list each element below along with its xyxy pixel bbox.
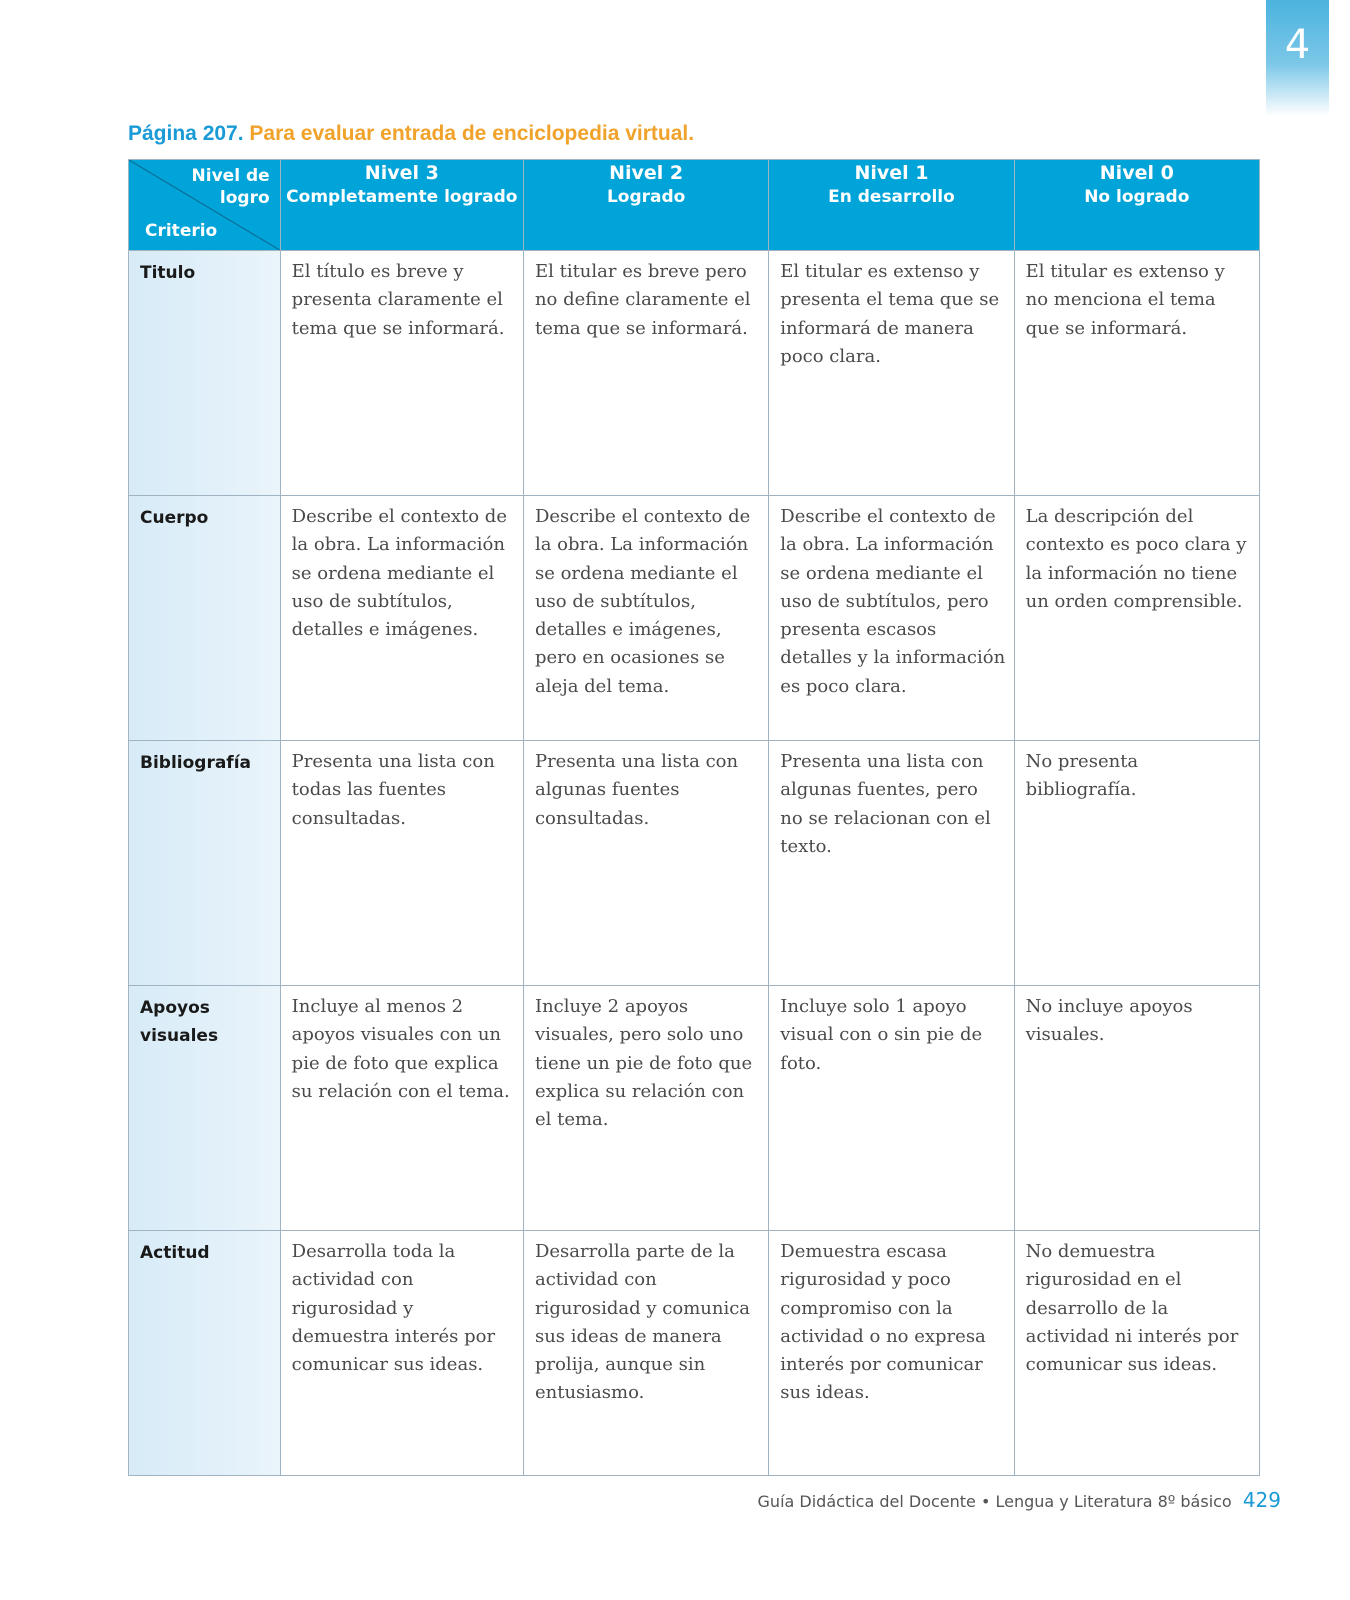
level-header xyxy=(523,160,768,251)
level-name: Nivel 0 xyxy=(1099,162,1174,184)
level-name: Nivel 3 xyxy=(364,162,439,184)
table-cell: Describe el contexto de la obra. La información se ordena mediante el uso de subtítulos, detalles e imágenes. xyxy=(280,496,523,741)
table-cell: Demuestra escasa rigurosidad y poco compromiso con la actividad o no expresa interés por comunicar sus ideas. xyxy=(769,1231,1014,1476)
table-cell: Incluye solo 1 apoyo visual con o sin pie de foto. xyxy=(769,986,1014,1231)
level-name: Nivel 2 xyxy=(609,162,684,184)
chapter-tab: 4 xyxy=(1266,0,1329,116)
corner-criterion-label: Criterio xyxy=(145,221,218,241)
footer-text: Guía Didáctica del Docente • Lengua y Literatura 8º básico xyxy=(757,1492,1232,1511)
corner-level-label: Nivel de logro xyxy=(191,166,270,208)
heading-title: Para evaluar entrada de enciclopedia virtual. xyxy=(249,122,695,145)
level-description: En desarrollo xyxy=(828,187,955,207)
level-description: No logrado xyxy=(1084,187,1190,207)
table-cell: El titular es breve pero no define claramente el tema que se informará. xyxy=(523,251,768,496)
table-row xyxy=(129,986,1260,1231)
table-cell: El titular es extenso y presenta el tema que se informará de manera poco clara. xyxy=(769,251,1014,496)
table-cell: No demuestra rigurosidad en el desarrollo de la actividad ni interés por comunicar sus ideas. xyxy=(1014,1231,1259,1476)
heading-page-ref: Página 207. xyxy=(128,122,244,145)
table-cell: Desarrolla toda la actividad con rigurosidad y demuestra interés por comunicar sus ideas. xyxy=(280,1231,523,1476)
level-description: Completamente logrado xyxy=(286,187,518,207)
criterion-cell: Actitud xyxy=(129,1231,281,1476)
level-header xyxy=(280,160,523,251)
table-cell: Incluye al menos 2 apoyos visuales con un pie de foto que explica su relación con el tema. xyxy=(280,986,523,1231)
page-footer xyxy=(758,1488,1281,1512)
criterion-cell: Bibliografía xyxy=(129,741,281,986)
table-cell: Presenta una lista con todas las fuentes consultadas. xyxy=(280,741,523,986)
table-cell: El título es breve y presenta claramente el tema que se informará. xyxy=(280,251,523,496)
level-header xyxy=(769,160,1014,251)
table-cell: No incluye apoyos visuales. xyxy=(1014,986,1259,1231)
table-cell: Describe el contexto de la obra. La información se ordena mediante el uso de subtítulos, detalles e imágenes, pero en ocasiones se aleja del tema. xyxy=(523,496,768,741)
table-cell: Incluye 2 apoyos visuales, pero solo uno tiene un pie de foto que explica su relación con el tema. xyxy=(523,986,768,1231)
table-row xyxy=(129,496,1260,741)
table-cell: Presenta una lista con algunas fuentes, pero no se relacionan con el texto. xyxy=(769,741,1014,986)
level-description: Logrado xyxy=(606,187,686,207)
table-cell: No presenta bibliografía. xyxy=(1014,741,1259,986)
header-row xyxy=(129,160,1260,251)
table-cell: Describe el contexto de la obra. La información se ordena mediante el uso de subtítulos, pero presenta escasos detalles y la información es poco clara. xyxy=(769,496,1014,741)
table-cell: Presenta una lista con algunas fuentes consultadas. xyxy=(523,741,768,986)
criterion-cell: Cuerpo xyxy=(129,496,281,741)
table-row xyxy=(129,251,1260,496)
criterion-cell: Titulo xyxy=(129,251,281,496)
criterion-cell: Apoyos visuales xyxy=(129,986,281,1231)
level-header xyxy=(1014,160,1259,251)
table-cell: El titular es extenso y no menciona el tema que se informará. xyxy=(1014,251,1259,496)
table-cell: Desarrolla parte de la actividad con rigurosidad y comunica sus ideas de manera prolija, aunque sin entusiasmo. xyxy=(523,1231,768,1476)
table-row xyxy=(129,1231,1260,1476)
level-name: Nivel 1 xyxy=(854,162,929,184)
rubric-table xyxy=(128,159,1260,1476)
table-row xyxy=(129,741,1260,986)
page-heading xyxy=(128,122,694,146)
page-number: 429 xyxy=(1242,1488,1281,1512)
corner-header-cell xyxy=(129,160,281,251)
table-cell: La descripción del contexto es poco clara y la información no tiene un orden comprensible. xyxy=(1014,496,1259,741)
